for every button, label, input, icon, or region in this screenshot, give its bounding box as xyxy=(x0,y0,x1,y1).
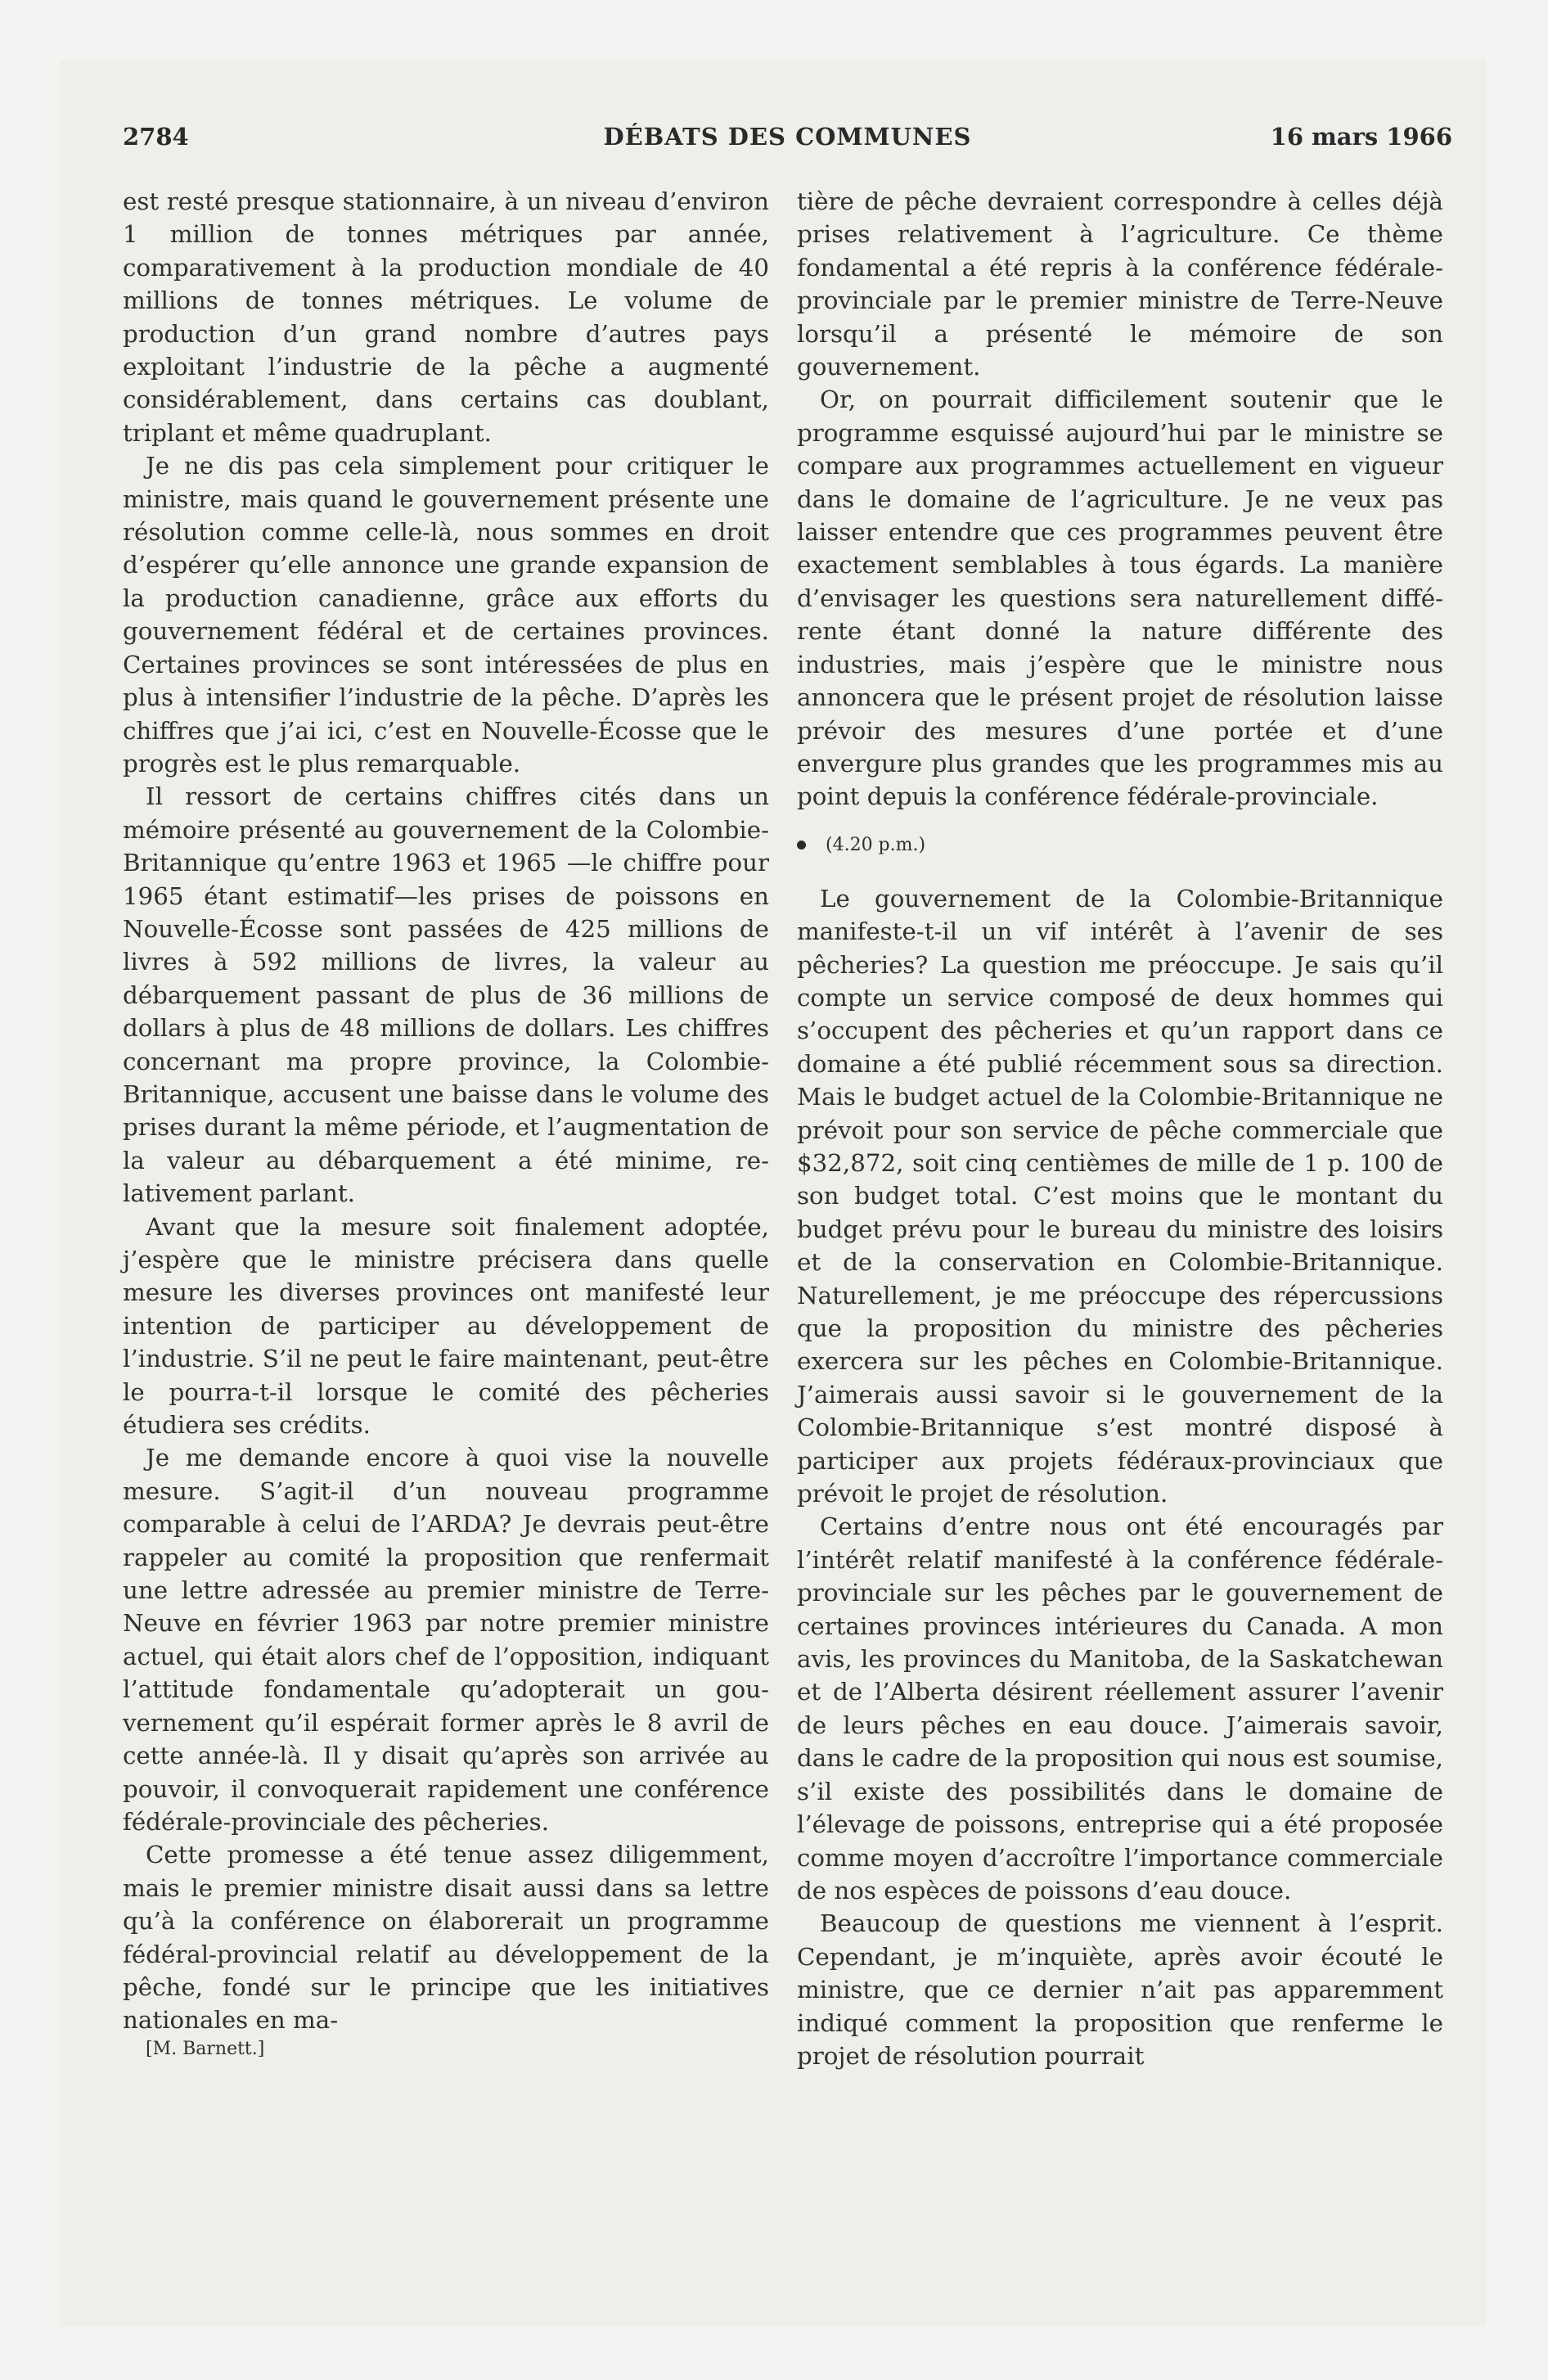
bullet-icon xyxy=(797,841,806,850)
speaker-attribution: [M. Barnett.] xyxy=(146,2038,265,2059)
paragraph: Beaucoup de questions me viennent à l’esprit. Cependant, je m’inquiète, après avoir écouté le ministre, que ce dernier n’ait pas apparemment indiqué comment la proposition que renferme le projet de résolution pourrait xyxy=(797,1909,1443,2070)
paragraph: Le gouvernement de la Colombie-Britannique manifeste-t-il un vif intérêt à l’avenir de ses pêcheries? La question me préoccupe. Je sais qu’il compte un service composé de deux hommes qui s’occupent des pêcheries et qu’un rapport dans ce domaine a été publié récemment sous sa direction. Mais le budget actuel de la Colombie-Britannique ne prévoit pour son service de pêche commerciale que $32,872, soit cinq centièmes de mille de 1 p. 100 de son budget total. C’est moins que le montant du budget prévu pour le bureau du ministre des loisirs et de la conservation en Colombie-Britannique. Naturellement, je me préoccupe des répercussions que la proposition du ministre des pêcheries exercera sur les pêches en Colombie-Britannique. J’aimerais aussi savoir si le gouvernement de la Colombie-Britannique s’est montré disposé à participer aux projets fédéraux-provinciaux que prévoit le projet de résolution. xyxy=(797,884,1443,1508)
paragraph: Il ressort de certains chiffres cités dans un mémoire présenté au gouvernement de la Colombie-Britannique qu’entre 1963 et 1965 —le chiffre pour 1965 étant estimatif—les prises de poissons en Nouvelle-Écosse sont passées de 425 millions de livres à 592 millions de livres, la valeur au débarquement passant de plus de 36 millions de dollars à plus de 48 millions de dollars. Les chiffres concernant ma propre province, la Colombie-Britannique, accusent une baisse dans le volume des prises durant la même période, et l’augmentation de la valeur au débarquement a été minime, relativement parlant. xyxy=(123,782,769,1208)
paragraph: Je ne dis pas cela simplement pour critiquer le ministre, mais quand le gouvernement présente une résolution comme celle-là, nous sommes en droit d’espérer qu’elle annonce une grande expansion de la production canadienne, grâce aux efforts du gouvernement fédéral et de certaines provinces. Certaines provinces se sont intéressées de plus en plus à intensifier l’industrie de la pêche. D’après les chiffres que j’ai ici, c’est en Nouvelle-Écosse que le progrès est le plus remarquable. xyxy=(123,452,769,778)
timestamp-marker xyxy=(797,833,1443,858)
paragraph: Certains d’entre nous ont été encouragés par l’intérêt relatif manifesté à la conférence fédérale-provinciale sur les pêches par le gouvernement de certaines provinces intérieures du Canada. A mon avis, les provinces du Manitoba, de la Saskatchewan et de l’Alberta désirent réellement assurer l’avenir de leurs pêches en eau douce. J’aimerais savoir, dans le cadre de la proposition qui nous est soumise, s’il existe des possibilités dans le domaine de l’élevage de poissons, entreprise qui a été proposée comme moyen d’accroître l’importance commerciale de nos espèces de poissons d’eau douce. xyxy=(797,1512,1443,1904)
timestamp-text: (4.20 p.m.) xyxy=(826,834,926,855)
paragraph: tière de pêche devraient correspondre à celles déjà prises relativement à l’agriculture. Ce thème fondamental a été repris à la conférence fédérale-provinciale par le premier ministre de Terre-Neuve lorsqu’il a présenté le mémoire de son gouvernement. xyxy=(797,187,1443,381)
paragraph: Je me demande encore à quoi vise la nouvelle mesure. S’agit-il d’un nouveau programme comparable à celui de l’ARDA? Je devrais peut-être rappeler au comité la proposition que renfermait une lettre adressée au premier ministre de Terre-Neuve en février 1963 par notre premier ministre actuel, qui était alors chef de l’opposition, indiquant l’attitude fondamentale qu’adopterait un gouvernement qu’il espérait former après le 8 avril de cette année-là. Il y disait qu’après son arrivée au pouvoir, il convoquerait rapidement une conférence fédérale-provinciale des pêcheries. xyxy=(123,1444,769,1836)
right-column xyxy=(797,185,1443,2072)
left-column xyxy=(123,185,769,2062)
paragraph: Cette promesse a été tenue assez diligemment, mais le premier ministre disait aussi dans sa lettre qu’à la conférence on élaborerait un programme fédéral-provincial relatif au développement de la pêche, fondé sur le principe que les initiatives nationales en ma- xyxy=(123,1841,769,2035)
page-header xyxy=(123,123,1452,159)
journal-title: DÉBATS DES COMMUNES xyxy=(603,123,972,151)
sitting-date: 16 mars 1966 xyxy=(1270,123,1452,151)
paragraph: Avant que la mesure soit finalement adoptée, j’espère que le ministre précisera dans quelle mesure les diverses provinces ont manifesté leur intention de participer au développement de l’industrie. S’il ne peut le faire maintenant, peut-être le pourra-t-il lorsque le comité des pêcheries étudiera ses crédits. xyxy=(123,1212,769,1440)
paragraph: est resté presque stationnaire, à un niveau d’environ 1 million de tonnes métriques par année, comparativement à la production mondiale de 40 millions de tonnes métriques. Le volume de production d’un grand nombre d’autres pays exploitant l’industrie de la pêche a augmenté considérablement, dans certains cas doublant, triplant et même quadruplant. xyxy=(123,187,769,447)
page-number: 2784 xyxy=(123,123,189,151)
paragraph: Or, on pourrait difficilement soutenir que le programme esquissé aujourd’hui par le ministre se compare aux programmes actuellement en vigueur dans le domaine de l’agriculture. Je ne veux pas laisser entendre que ces programmes peuvent être exactement semblables à tous égards. La manière d’envisager les questions sera naturellement différente étant donné la nature différente des industries, mais j’espère que le ministre nous annoncera que le présent projet de résolution laisse prévoir des mesures d’une portée et d’une envergure plus grandes que les programmes mis au point depuis la conférence fédérale-provinciale. xyxy=(797,385,1443,811)
